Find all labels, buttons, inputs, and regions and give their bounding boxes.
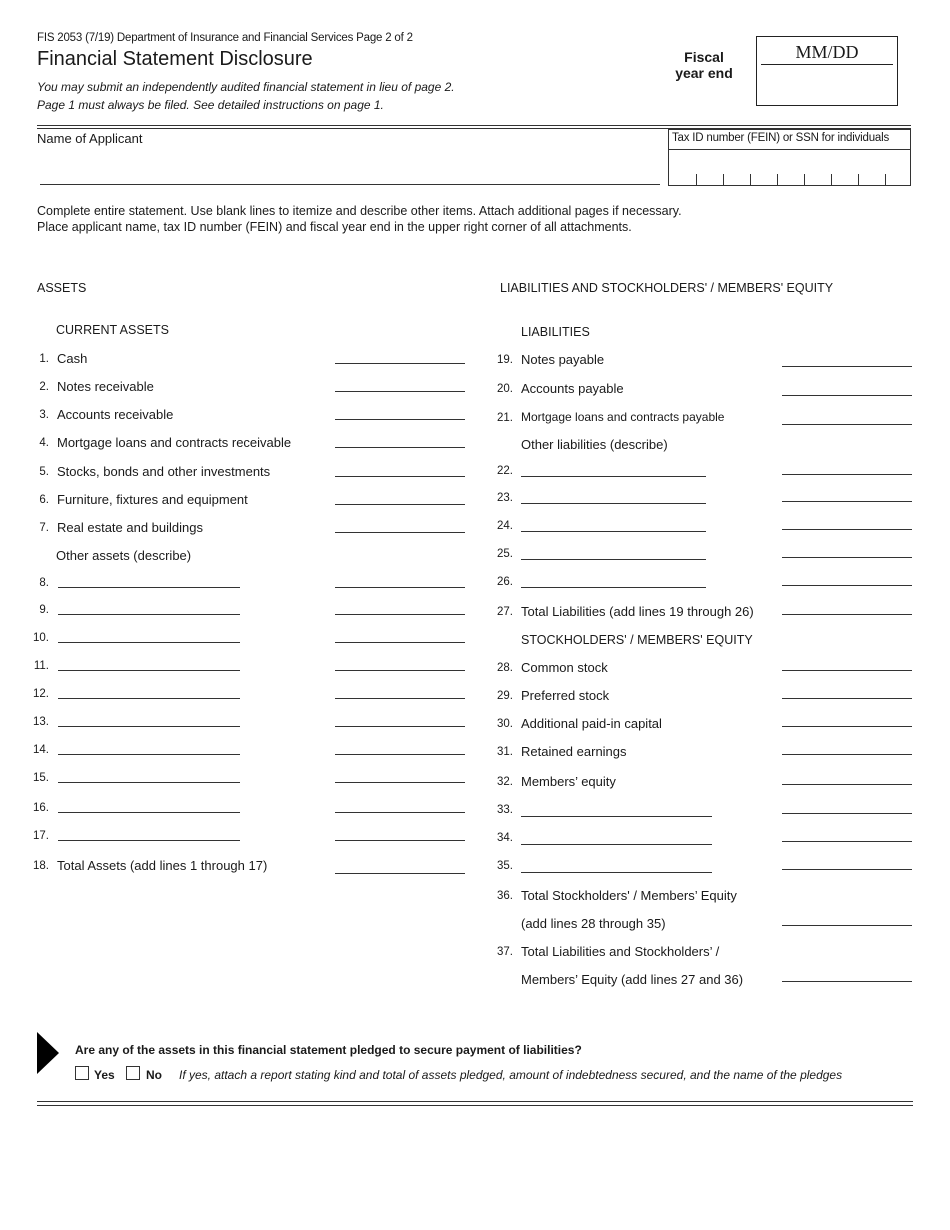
total-liabilities-label: Total Liabilities (add lines 19 through 26) xyxy=(521,604,754,619)
total-assets-label: Total Assets (add lines 1 through 17) xyxy=(57,858,268,873)
row-number: 4. xyxy=(39,437,49,449)
row-number: 23. xyxy=(497,492,513,504)
amount-field[interactable] xyxy=(335,782,465,783)
pledge-no-label: No xyxy=(146,1068,162,1082)
row-number: 24. xyxy=(497,520,513,532)
description-field[interactable] xyxy=(521,844,712,845)
fiscal-year-end-label: Fiscal year end xyxy=(675,49,733,81)
description-field[interactable] xyxy=(521,816,712,817)
row-label: Mortgage loans and contracts receivable xyxy=(57,435,292,450)
amount-field[interactable] xyxy=(335,698,465,699)
row-number: 20. xyxy=(497,383,513,395)
row-number: 34. xyxy=(497,832,513,844)
row-label: Accounts receivable xyxy=(57,407,174,422)
submission-note-1: You may submit an independently audited financial statement in lieu of page 2. xyxy=(37,80,455,94)
amount-field[interactable] xyxy=(782,841,912,842)
row-label: Cash xyxy=(57,351,88,366)
pledge-note: If yes, attach a report stating kind and total of assets pledged, amount of indebtedness secured, and the name of the pledges xyxy=(179,1068,843,1082)
amount-field[interactable] xyxy=(335,587,465,588)
description-field[interactable] xyxy=(58,812,240,813)
amount-field[interactable] xyxy=(335,419,465,420)
other-assets-label: Other assets (describe) xyxy=(56,548,192,563)
total-liabilities-field[interactable] xyxy=(782,614,912,615)
digit-separator xyxy=(723,174,724,185)
amount-field[interactable] xyxy=(782,501,912,502)
amount-field[interactable] xyxy=(782,698,912,699)
amount-field[interactable] xyxy=(782,366,912,367)
description-field[interactable] xyxy=(58,614,240,615)
amount-field[interactable] xyxy=(782,424,912,425)
amount-field[interactable] xyxy=(782,670,912,671)
row-number: 26. xyxy=(497,576,513,588)
row-number: 19. xyxy=(497,354,513,366)
description-field[interactable] xyxy=(58,587,240,588)
amount-field[interactable] xyxy=(335,363,465,364)
row-label: Additional paid-in capital xyxy=(521,716,662,731)
row-number: 17. xyxy=(33,830,49,842)
total-equity-field[interactable] xyxy=(782,925,912,926)
row-number: 32. xyxy=(497,776,513,788)
row-label: Accounts payable xyxy=(521,381,624,396)
row-number: 7. xyxy=(39,522,49,534)
submission-note-2: Page 1 must always be filed. See detailed instructions on page 1. xyxy=(37,98,384,112)
row-number: 16. xyxy=(33,802,49,814)
arrow-icon xyxy=(37,1032,59,1074)
amount-field[interactable] xyxy=(782,784,912,785)
grand-total-label-2: Members’ Equity (add lines 27 and 36) xyxy=(521,972,744,987)
row-number: 33. xyxy=(497,804,513,816)
description-field[interactable] xyxy=(521,587,706,588)
description-field[interactable] xyxy=(521,476,706,477)
amount-field[interactable] xyxy=(335,532,465,533)
row-number: 14. xyxy=(33,744,49,756)
row-number: 8. xyxy=(39,577,49,589)
liabilities-subheading: LIABILITIES xyxy=(521,325,590,339)
fiscal-year-end-underline xyxy=(761,64,893,65)
description-field[interactable] xyxy=(58,698,240,699)
amount-field[interactable] xyxy=(782,813,912,814)
digit-separator xyxy=(885,174,886,185)
pledge-no-checkbox[interactable] xyxy=(126,1066,140,1080)
amount-field[interactable] xyxy=(335,391,465,392)
row-number: 31. xyxy=(497,746,513,758)
description-field[interactable] xyxy=(521,559,706,560)
total-assets-field[interactable] xyxy=(335,873,465,874)
grand-total-label-1: Total Liabilities and Stockholders’ / xyxy=(521,944,720,959)
applicant-name-field[interactable] xyxy=(40,184,660,185)
row-number: 22. xyxy=(497,465,513,477)
row-label: Real estate and buildings xyxy=(57,520,203,535)
pledge-yes-checkbox[interactable] xyxy=(75,1066,89,1080)
tax-id-field[interactable] xyxy=(668,129,911,186)
digit-separator xyxy=(777,174,778,185)
row-number: 37. xyxy=(497,946,513,958)
equity-heading: STOCKHOLDERS' / MEMBERS' EQUITY xyxy=(521,633,753,647)
pledge-yes-label: Yes xyxy=(94,1068,115,1082)
description-field[interactable] xyxy=(58,754,240,755)
applicant-name-label: Name of Applicant xyxy=(37,131,143,146)
amount-field[interactable] xyxy=(782,474,912,475)
digit-separator xyxy=(831,174,832,185)
grand-total-field[interactable] xyxy=(782,981,912,982)
row-number: 30. xyxy=(497,718,513,730)
row-label: Preferred stock xyxy=(521,688,610,703)
row-number: 27. xyxy=(497,606,513,618)
description-field[interactable] xyxy=(58,642,240,643)
digit-separator xyxy=(858,174,859,185)
row-number: 11. xyxy=(33,660,49,672)
total-equity-label-1: Total Stockholders' / Members’ Equity xyxy=(521,888,737,903)
amount-field[interactable] xyxy=(335,812,465,813)
amount-field[interactable] xyxy=(335,504,465,505)
amount-field[interactable] xyxy=(782,585,912,586)
footer-rule xyxy=(37,1101,913,1102)
row-number: 3. xyxy=(39,409,49,421)
footer-rule xyxy=(37,1105,913,1106)
digit-separator xyxy=(696,174,697,185)
row-label: Retained earnings xyxy=(521,744,627,759)
row-number: 6. xyxy=(39,494,49,506)
amount-field[interactable] xyxy=(782,754,912,755)
description-field[interactable] xyxy=(521,872,712,873)
row-number: 21. xyxy=(497,412,513,424)
description-field[interactable] xyxy=(58,840,240,841)
row-label: Stocks, bonds and other investments xyxy=(57,464,271,479)
pledge-question: Are any of the assets in this financial statement pledged to secure payment of liabilities? xyxy=(75,1043,582,1057)
row-number: 25. xyxy=(497,548,513,560)
tax-id-separator xyxy=(669,149,910,150)
row-number: 5. xyxy=(39,466,49,478)
row-number: 36. xyxy=(497,890,513,902)
amount-field[interactable] xyxy=(335,670,465,671)
description-field[interactable] xyxy=(521,531,706,532)
row-number: 18. xyxy=(33,860,49,872)
row-label: Notes receivable xyxy=(57,379,154,394)
row-number: 9. xyxy=(39,604,49,616)
row-number: 13. xyxy=(33,716,49,728)
fiscal-year-end-field[interactable] xyxy=(756,36,898,106)
description-field[interactable] xyxy=(58,782,240,783)
digit-separator xyxy=(750,174,751,185)
row-number: 35. xyxy=(497,860,513,872)
row-number: 29. xyxy=(497,690,513,702)
row-number: 1. xyxy=(39,353,49,365)
amount-field[interactable] xyxy=(335,726,465,727)
description-field[interactable] xyxy=(58,670,240,671)
amount-field[interactable] xyxy=(335,840,465,841)
liabilities-equity-heading: LIABILITIES AND STOCKHOLDERS' / MEMBERS' EQUITY xyxy=(500,281,834,295)
amount-field[interactable] xyxy=(335,614,465,615)
instructions-line-1: Complete entire statement. Use blank lines to itemize and describe other items. Attach additional pages if necessary. xyxy=(37,204,682,218)
instructions-line-2: Place applicant name, tax ID number (FEIN) and fiscal year end in the upper right corner of all attachments. xyxy=(37,220,632,234)
amount-field[interactable] xyxy=(782,529,912,530)
row-number: 15. xyxy=(33,772,49,784)
row-label: Notes payable xyxy=(521,352,605,367)
row-number: 12. xyxy=(33,688,49,700)
page-title: Financial Statement Disclosure xyxy=(37,48,313,70)
tax-id-label: Tax ID number (FEIN) or SSN for individuals xyxy=(672,132,889,144)
divider xyxy=(37,125,911,126)
amount-field[interactable] xyxy=(782,726,912,727)
current-assets-heading: CURRENT ASSETS xyxy=(56,323,169,337)
row-number: 28. xyxy=(497,662,513,674)
fiscal-year-end-placeholder: MM/DD xyxy=(795,42,859,62)
amount-field[interactable] xyxy=(335,476,465,477)
amount-field[interactable] xyxy=(782,557,912,558)
row-number: 10. xyxy=(33,632,49,644)
amount-field[interactable] xyxy=(782,869,912,870)
row-label: Furniture, fixtures and equipment xyxy=(57,492,248,507)
amount-field[interactable] xyxy=(335,754,465,755)
amount-field[interactable] xyxy=(782,395,912,396)
amount-field[interactable] xyxy=(335,447,465,448)
description-field[interactable] xyxy=(58,726,240,727)
row-number: 2. xyxy=(39,381,49,393)
total-equity-label-2: (add lines 28 through 35) xyxy=(521,916,666,931)
digit-separator xyxy=(804,174,805,185)
row-label: Mortgage loans and contracts payable xyxy=(521,410,725,424)
form-info: FIS 2053 (7/19) Department of Insurance and Financial Services Page 2 of 2 xyxy=(37,32,413,44)
row-label: Members’ equity xyxy=(521,774,616,789)
description-field[interactable] xyxy=(521,503,706,504)
other-liabilities-label: Other liabilities (describe) xyxy=(521,437,668,452)
amount-field[interactable] xyxy=(335,642,465,643)
row-label: Common stock xyxy=(521,660,608,675)
assets-heading: ASSETS xyxy=(37,281,87,295)
